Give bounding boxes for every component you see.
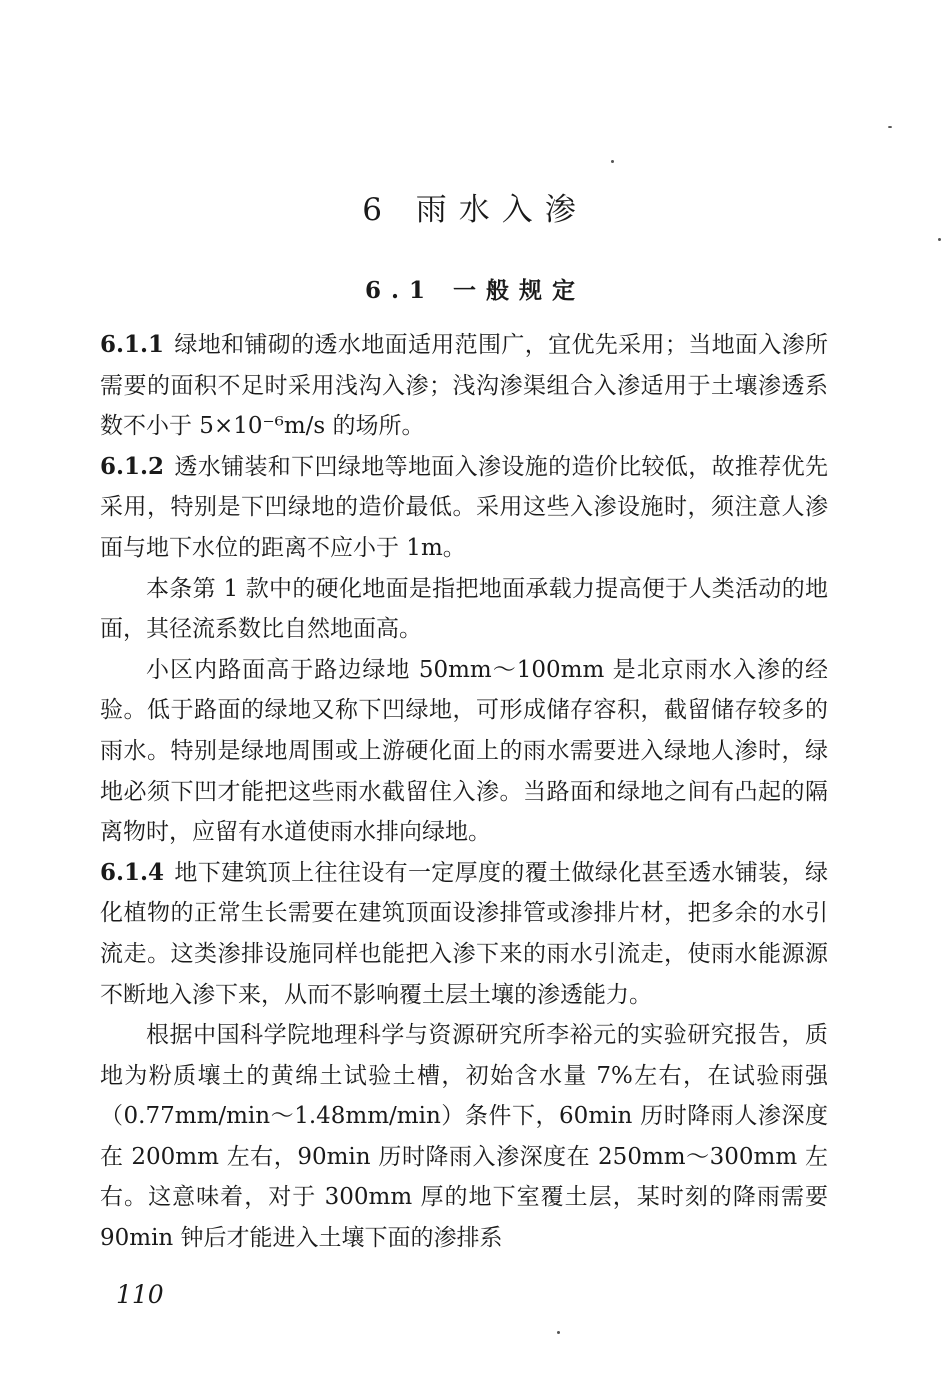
paragraph: 根据中国科学院地理科学与资源研究所李裕元的实验研究报告，质地为粉质壤土的黄绵土试验土槽，初始含水量 7%左右，在试验雨强（0.77mm/min～1.48mm/min）条件下，60min 历时降雨人渗深度在 200mm 左右，90min 历时降雨入渗深度在 250mm～300mm 左右。这意味着，对于 300mm 厚的地下室覆土层，某时刻的降雨需要 90min 钟后才能进入土壤下面的渗排系 xyxy=(100,1022,828,1252)
section-title: 6.1 一般规定 xyxy=(364,277,586,304)
paragraph: 小区内路面高于路边绿地 50mm～100mm 是北京雨水入渗的经验。低于路面的绿地又称下凹绿地，可形成储存容积，截留储存较多的雨水。特别是绿地周围或上游硬化面上的雨水需要进入绿地人渗时，绿地必须下凹才能把这些雨水截留住入渗。当路面和绿地之间有凸起的隔离物时，应留有水道使雨水排向绿地。 xyxy=(100,656,828,846)
clause-6-1-1 xyxy=(100,325,828,447)
scan-speck xyxy=(888,126,892,128)
clause-text: 绿地和铺砌的透水地面适用范围广，宜优先采用；当地面入渗所需要的面积不足时采用浅沟入渗；浅沟渗渠组合入渗适用于土壤渗透系数不小于 5×10⁻⁶m/s 的场所。 xyxy=(100,332,828,440)
clause-6-1-4 xyxy=(100,853,828,1015)
chapter-title: 6 雨水入渗 xyxy=(362,192,588,228)
scan-speck xyxy=(938,238,941,241)
clause-number: 6.1.2 xyxy=(100,452,165,480)
body-text xyxy=(100,325,828,1259)
clause-number: 6.1.4 xyxy=(100,858,165,886)
paragraph: 本条第 1 款中的硬化地面是指把地面承载力提高便于人类活动的地面，其径流系数比自然地面高。 xyxy=(100,575,828,643)
scan-speck xyxy=(557,1331,560,1334)
scan-speck xyxy=(611,160,614,163)
clause-number: 6.1.1 xyxy=(100,331,165,358)
clause-text: 地下建筑顶上往往设有一定厚度的覆土做绿化甚至透水铺装，绿化植物的正常生长需要在建筑顶面设渗排管或渗排片材，把多余的水引流走。这类渗排设施同样也能把入渗下来的雨水引流走，使雨水能源源不断地入渗下来，从而不影响覆土层土壤的渗透能力。 xyxy=(100,859,828,1008)
page-number: 110 xyxy=(116,1280,164,1309)
clause-6-1-2 xyxy=(100,447,828,569)
clause-text: 透水铺装和下凹绿地等地面入渗设施的造价比较低，故推荐优先采用，特别是下凹绿地的造价最低。采用这些入渗设施时，须注意人渗面与地下水位的距离不应小于 1m。 xyxy=(100,453,828,561)
